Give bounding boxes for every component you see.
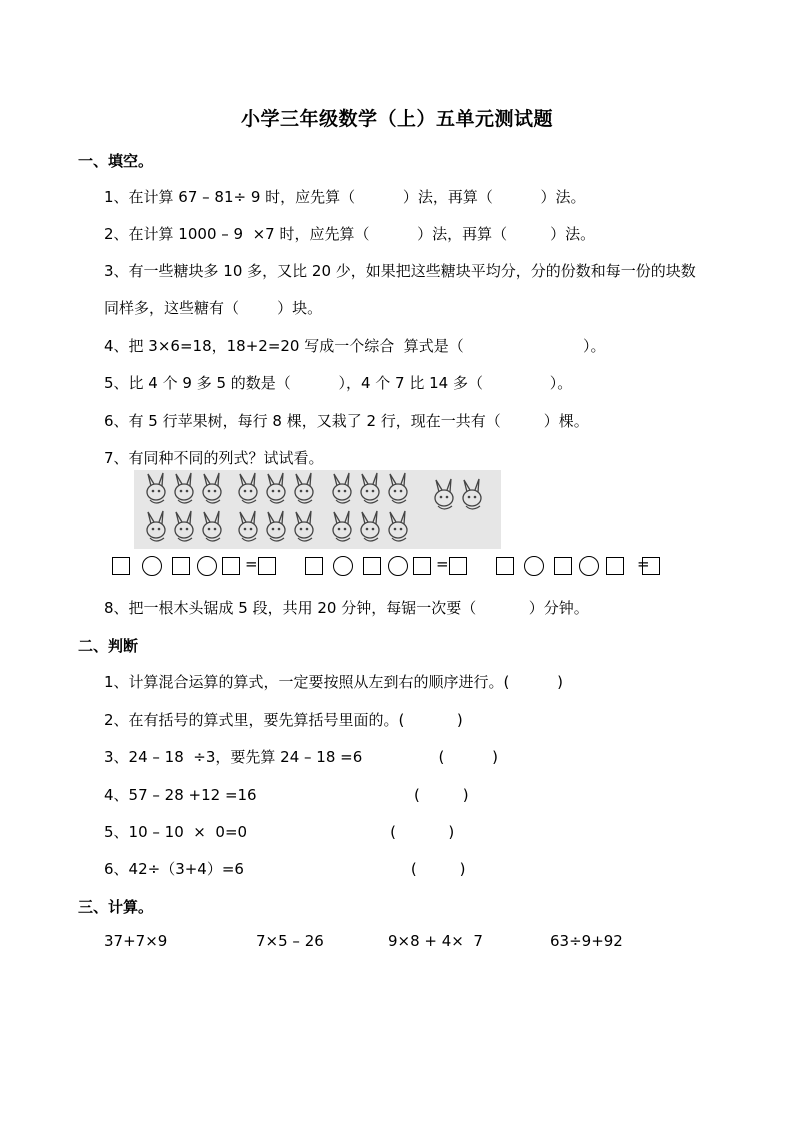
blank-square[interactable] — [258, 557, 276, 575]
judge-item-6: 6、42÷（3+4）=6 ( ) — [104, 860, 466, 878]
blank-circle[interactable] — [197, 556, 217, 576]
rabbit-picture — [134, 470, 501, 549]
blank-square[interactable] — [413, 557, 431, 575]
rabbit-icon — [147, 473, 481, 541]
section-calc-title: 三、计算。 — [78, 898, 154, 916]
fill-item-3-cont: 同样多，这些糖有（ ）块。 — [104, 299, 323, 317]
blank-circle[interactable] — [579, 556, 599, 576]
calc-item-4: 63÷9+92 — [550, 932, 623, 950]
blank-square[interactable] — [222, 557, 240, 575]
judge-item-5: 5、10 – 10 × 0=0 ( ) — [104, 823, 455, 841]
blank-square[interactable] — [363, 557, 381, 575]
blank-circle[interactable] — [142, 556, 162, 576]
fill-item-8: 8、把一根木头锯成 5 段，共用 20 分钟，每锯一次要（ ）分钟。 — [104, 599, 589, 617]
blank-square[interactable] — [606, 557, 624, 575]
calc-item-2: 7×5 – 26 — [256, 932, 324, 950]
fill-item-3: 3、有一些糖块多 10 多，又比 20 少，如果把这些糖块平均分，分的份数和每一份的块数 — [104, 262, 696, 280]
judge-item-1: 1、计算混合运算的算式，一定要按照从左到右的顺序进行。( ) — [104, 673, 563, 691]
fill-item-2: 2、在计算 1000 – 9 ×7 时，应先算（ ）法，再算（ ）法。 — [104, 225, 596, 243]
fill-item-4: 4、把 3×6=18，18+2=20 写成一个综合 算式是（ ）。 — [104, 337, 606, 355]
judge-item-3: 3、24 – 18 ÷3，要先算 24 – 18 =6 ( ) — [104, 748, 498, 766]
fill-item-5: 5、比 4 个 9 多 5 的数是（ ），4 个 7 比 14 多（ ）。 — [104, 374, 573, 392]
blank-circle[interactable] — [333, 556, 353, 576]
judge-item-4: 4、57 – 28 +12 =16 ( ) — [104, 786, 469, 804]
blank-square[interactable] — [449, 557, 467, 575]
page-title: 小学三年级数学（上）五单元测试题 — [240, 108, 553, 130]
blank-square[interactable] — [172, 557, 190, 575]
section-fill-title: 一、填空。 — [78, 152, 154, 170]
fill-item-6: 6、有 5 行苹果树，每行 8 棵，又栽了 2 行，现在一共有（ ）棵。 — [104, 412, 589, 430]
calc-item-3: 9×8 + 4× 7 — [388, 932, 483, 950]
equals-sign: = — [436, 555, 449, 573]
blank-square[interactable] — [305, 557, 323, 575]
fill-item-1: 1、在计算 67 – 81÷ 9 时，应先算（ ）法，再算（ ）法。 — [104, 188, 586, 206]
equals-sign: = — [245, 555, 258, 573]
calc-item-1: 37+7×9 — [104, 932, 168, 950]
blank-square[interactable] — [642, 557, 660, 575]
blank-circle[interactable] — [388, 556, 408, 576]
blank-circle[interactable] — [524, 556, 544, 576]
blank-square[interactable] — [496, 557, 514, 575]
equals-sign: = — [637, 555, 650, 573]
judge-item-2: 2、在有括号的算式里，要先算括号里面的。( ) — [104, 711, 463, 729]
blank-square[interactable] — [554, 557, 572, 575]
blank-square[interactable] — [112, 557, 130, 575]
fill-item-7: 7、有同种不同的列式？试试看。 — [104, 449, 324, 467]
rabbit-icon-group — [134, 470, 501, 549]
section-judge-title: 二、判断 — [78, 637, 139, 655]
